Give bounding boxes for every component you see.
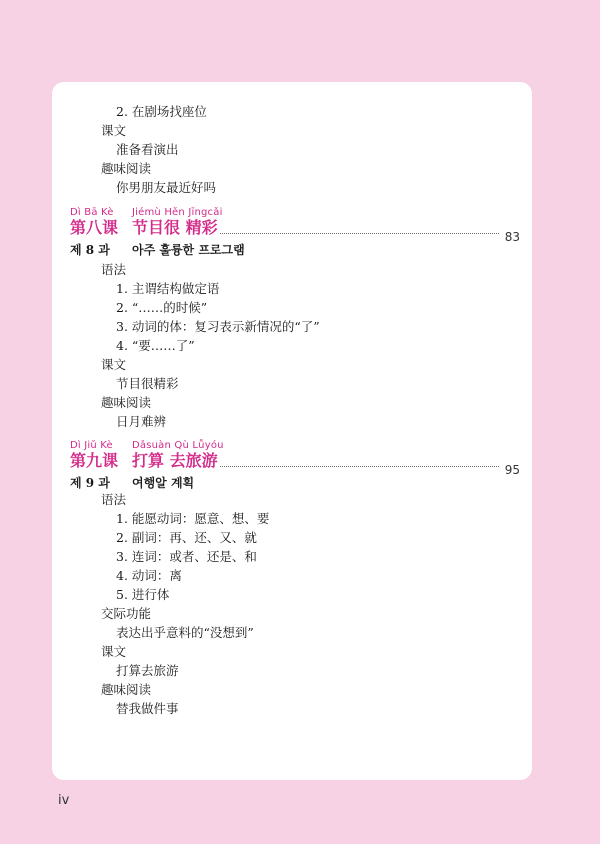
toc-subitem: 2. 副词：再、还、又、就: [116, 530, 257, 545]
lesson-9-pinyin-title: Dǎsuàn Qù Lǚyóu: [132, 440, 224, 451]
lesson-9-page-number: 95: [504, 463, 520, 477]
lesson-9-title: 第九课 打算 去旅游: [70, 451, 218, 470]
page-folio: iv: [58, 793, 70, 808]
toc-subitem: 准备看演出: [116, 142, 179, 157]
toc-section-label: 趣味阅读: [101, 161, 152, 176]
toc-subitem: 你男朋友最近好吗: [116, 180, 217, 195]
toc-subitem: 1. 能愿动词：愿意、想、要: [116, 511, 270, 526]
toc-subitem: 替我做件事: [116, 701, 179, 716]
toc-subitem: 5. 进行体: [116, 587, 170, 602]
lesson-8-pinyin-number: Dì Bā Kè: [70, 207, 114, 218]
leader-dots: [220, 232, 499, 234]
toc-subitem: 3. 动词的体：复习表示新情况的“了”: [116, 319, 320, 334]
toc-section-label: 交际功能: [101, 606, 152, 621]
toc-subitem: 表达出乎意料的“没想到”: [116, 625, 254, 640]
toc-subitem: 3. 连词：或者、还是、和: [116, 549, 257, 564]
toc-section-label: 课文: [101, 123, 127, 138]
leader-dots: [220, 465, 499, 467]
lesson-8-pinyin-title: Jiémù Hěn Jīngcǎi: [132, 207, 223, 218]
toc-subitem: 节目很精彩: [116, 376, 179, 391]
lesson-9-pinyin-number: Dì Jiǔ Kè: [70, 440, 113, 451]
lesson-8-page-number: 83: [504, 230, 520, 244]
toc-section-label: 趣味阅读: [101, 682, 152, 697]
toc-section-label: 课文: [101, 357, 127, 372]
lesson-8-korean-title: 제 8 과 아주 훌륭한 프로그램: [70, 243, 245, 257]
lesson-8-title: 第八课 节目很 精彩: [70, 218, 218, 237]
toc-subitem: 打算去旅游: [116, 663, 179, 678]
toc-section-label: 语法: [101, 492, 127, 507]
toc-subitem: 4. “要……了”: [116, 338, 195, 353]
toc-section-label: 课文: [101, 644, 127, 659]
toc-subitem: 日月难辨: [116, 414, 167, 429]
toc-section-label: 语法: [101, 262, 127, 277]
toc-subitem: 2. 在剧场找座位: [116, 104, 207, 119]
toc-section-label: 趣味阅读: [101, 395, 152, 410]
lesson-9-korean-title: 제 9 과 여행알 계획: [70, 476, 195, 490]
toc-subitem: 1. 主谓结构做定语: [116, 281, 220, 296]
toc-subitem: 4. 动词：离: [116, 568, 182, 583]
toc-subitem: 2. “……的时候”: [116, 300, 208, 315]
